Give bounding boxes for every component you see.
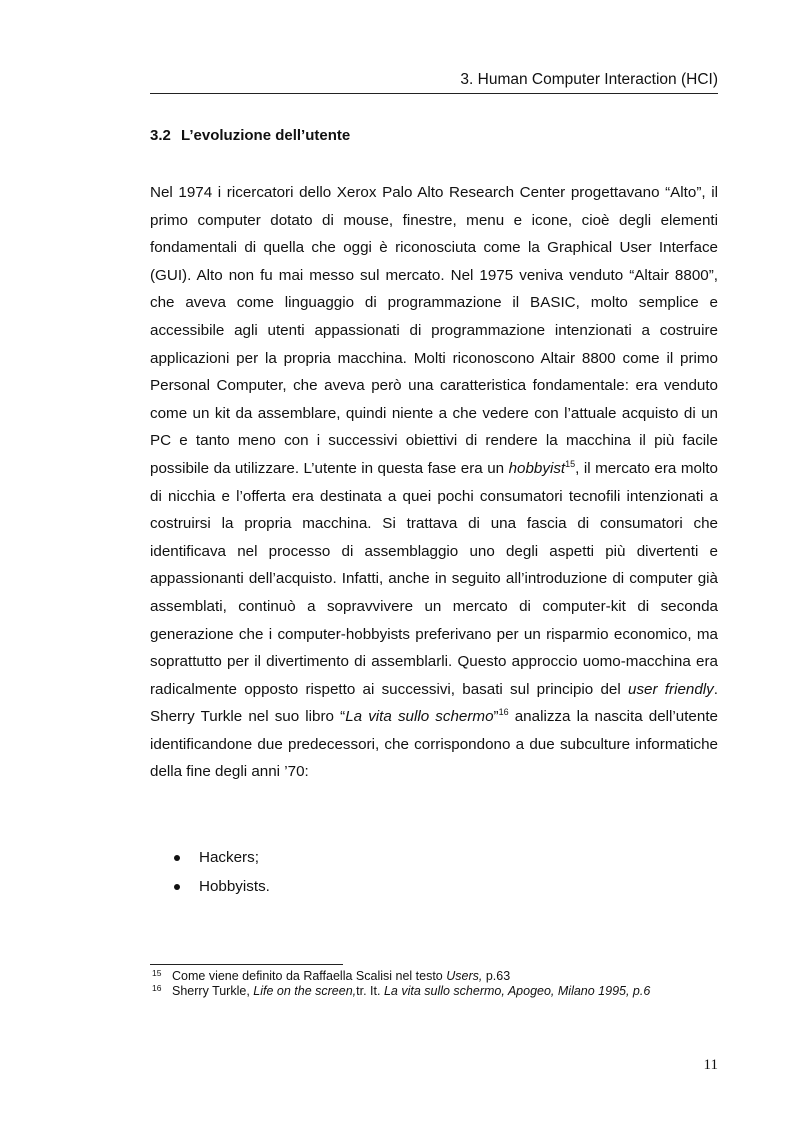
paragraph-text-1: Nel 1974 i ricercatori dello Xerox Palo Alto Research Center progettavano “Alto”, il primo computer dotato di mouse, finestre, menu e icone, cioè degli elementi fondamentali di quella che oggi è riconosciuta come la Graphical User Interface (GUI). Alto non fu mai messo sul mercato. Nel 1975 veniva venduto “Altair 8800”, che aveva come linguaggio di programmazione il BASIC, molto semplice e accessibile agli utenti appassionati di programmazione intenzionati a costruire applicazioni per la propria macchina. Molti riconoscono Altair 8800 come il primo Personal Computer, che aveva però una caratteristica fondamentale: era venduto come un kit da assemblare, quindi niente a che vedere con l’attuale acquisto di un PC e tanto meno con i successivi obiettivi di rendere la macchina il più facile possibile da utilizzare. L’utente in questa fase era un — [150, 184, 718, 477]
footnote-italic: Life on the screen, — [253, 984, 357, 998]
list-item — [170, 872, 270, 901]
hobbyist-term: hobbyist — [508, 459, 566, 477]
footnote-italic: Users, — [446, 969, 483, 983]
footnote-text: tr. It. — [356, 984, 384, 998]
footnote-text: Come viene definito da Raffaella Scalisi nel testo — [172, 969, 447, 983]
running-header — [150, 70, 718, 94]
footnote-separator — [150, 964, 343, 965]
running-header-title: 3. Human Computer Interaction (HCI) — [460, 71, 718, 88]
book-title: La vita sullo schermo — [345, 708, 494, 726]
paragraph-text-2: , il mercato era molto di nicchia e l’offerta era destinata a quei pochi consumatori tecnofili intenzionati a costruirsi la propria macchina. Si trattava di una fascia di consumatori che identificava nel processo di assemblaggio uno degli aspetti più divertenti e appassionanti dell’acquisto. Infatti, anche in seguito all’introduzione di computer già assemblati, continuò a sopravvivere un mercato di computer-kit di seconda generazione che i computer-hobbyists preferivano per un risparmio economico, ma soprattutto per il divertimento di assemblarli. Questo approccio uomo-macchina era radicalmente opposto rispetto ai successivi, basati sul principio del — [150, 459, 718, 698]
footnote-ref-16[interactable]: 16 — [498, 707, 509, 718]
footnotes — [150, 969, 718, 999]
footnote-16 — [150, 984, 718, 999]
bullet-icon — [174, 884, 180, 890]
bullet-list — [170, 843, 270, 901]
footnote-mark: 16 — [152, 983, 162, 993]
paragraph-text-4: ” — [493, 708, 499, 726]
footnote-text: p.63 — [482, 969, 511, 983]
paragraph-text-3: . Sherry Turkle nel suo libro “ — [150, 680, 718, 726]
paragraph-text-5: analizza la nascita dell’utente identificandone due predecessori, che corrispondono a due subculture informatiche della fine degli anni ’70: — [150, 708, 718, 781]
user-friendly-term: user friendly — [628, 680, 714, 698]
page-number: 11 — [703, 1057, 718, 1073]
list-item — [170, 843, 270, 872]
section-number: 3.2 — [150, 127, 171, 144]
body-paragraph — [150, 179, 718, 786]
bullet-icon — [174, 855, 180, 861]
footnote-15 — [150, 969, 718, 984]
footnote-mark: 15 — [152, 968, 162, 978]
section-heading — [150, 127, 350, 144]
footnote-italic: La vita sullo schermo, Apogeo, Milano 1995, p.6 — [383, 984, 651, 998]
section-title: L’evoluzione dell’utente — [181, 127, 351, 144]
list-item-text: Hobbyists. — [199, 878, 270, 895]
footnote-text: Sherry Turkle, — [172, 984, 254, 998]
list-item-text: Hackers; — [199, 849, 259, 866]
footnote-ref-15[interactable]: 15 — [565, 458, 576, 469]
